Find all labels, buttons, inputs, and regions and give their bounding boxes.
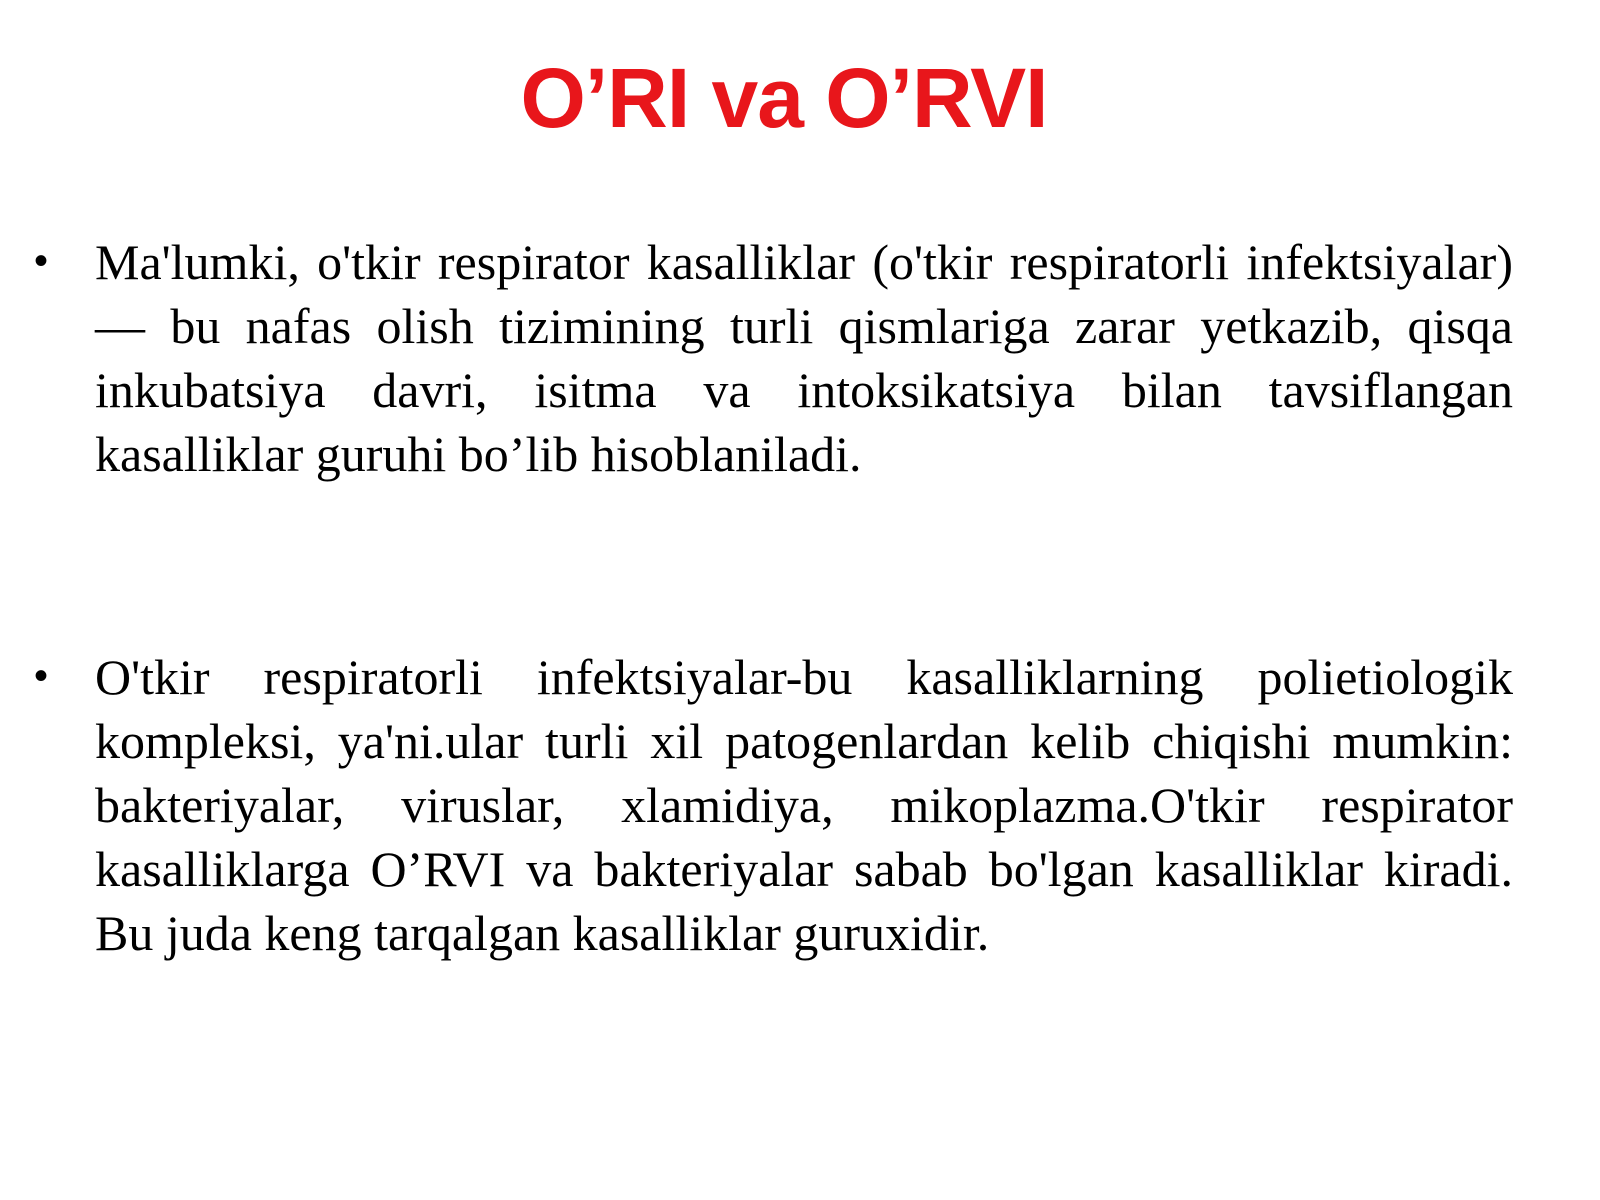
bullet-dot-icon: • xyxy=(34,654,49,698)
bullet-dot-icon: • xyxy=(34,239,49,283)
bullet-text: Ma'lumki, o'tkir respirator kasalliklar (o'tkir respiratorli infektsiyalar) — bu nafas olish tizimining turli qismlariga zarar yetkazib, qisqa inkubatsiya davri, isitma va intoksikatsiya bilan tavsiflangan kasalliklar guruhi bo’lib hisoblaniladi. xyxy=(95,234,1513,482)
bullet-text: O'tkir respiratorli infektsiyalar-bu kasalliklarning polietiologik kompleksi, ya'ni.ular turli xil patogenlardan kelib chiqishi mumkin: bakteriyalar, viruslar, xlamidiya, mikoplazma.O'tkir respirator kasalliklarga O’RVI va bakteriyalar sabab bo'lgan kasalliklar kiradi. Bu juda keng tarqalgan kasalliklar guruxidir. xyxy=(95,649,1513,961)
slide-title: O’RI va O’RVI xyxy=(520,51,1048,145)
